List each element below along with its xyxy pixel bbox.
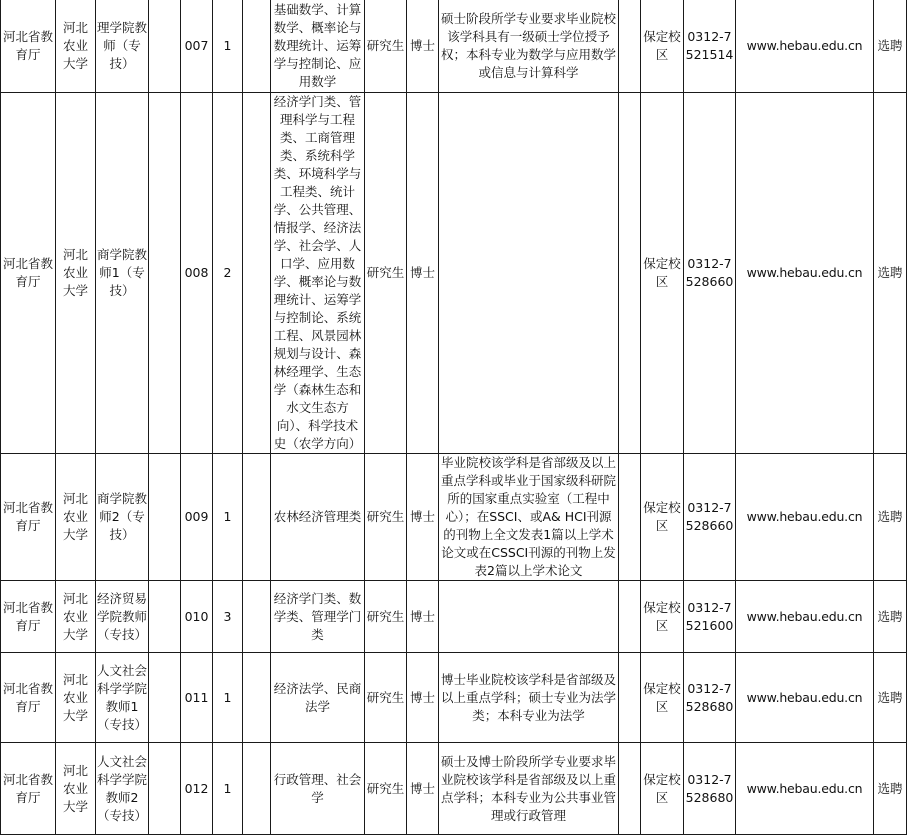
- cell-count: 3: [213, 581, 243, 653]
- cell-position: 人文社会科学学院教师1（专技）: [96, 653, 149, 743]
- cell-location: 保定校区: [641, 93, 684, 454]
- cell-unit: 河北农业大学: [56, 454, 96, 581]
- cell-major: 经济法学、民商法学: [271, 653, 365, 743]
- cell-requirements: 硕士及博士阶段所学专业要求毕业院校该学科是省部级及以上重点学科；本科专业为公共事业管理或行政管理: [439, 743, 619, 835]
- cell-phone: 0312-7528660: [684, 454, 736, 581]
- cell-count: 1: [213, 0, 243, 93]
- cell-website-link[interactable]: www.hebau.edu.cn: [736, 653, 874, 743]
- table-row: [1, 581, 907, 653]
- cell-education: 研究生: [365, 0, 407, 93]
- cell-major: 经济学门类、数学类、管理学门类: [271, 581, 365, 653]
- cell-blank: [149, 454, 181, 581]
- cell-major: 经济学门类、管理科学与工程类、工商管理类、系统科学类、环境科学与工程类、统计学、公共管理、情报学、经济法学、社会学、人口学、应用数学、概率论与数理统计、运筹学与控制论、系统工程、风景园林规划与设计、森林经理学、生态学（森林生态和水文生态方向）、科学技术史（农学方向）: [271, 93, 365, 454]
- cell-blank: [619, 454, 641, 581]
- cell-method: 选聘: [874, 454, 907, 581]
- cell-education: 研究生: [365, 743, 407, 835]
- cell-education: 研究生: [365, 454, 407, 581]
- cell-blank: [243, 653, 271, 743]
- cell-unit: 河北农业大学: [56, 93, 96, 454]
- cell-education: 研究生: [365, 581, 407, 653]
- cell-phone: 0312-7528660: [684, 93, 736, 454]
- cell-blank: [243, 454, 271, 581]
- cell-degree: 博士: [407, 653, 439, 743]
- cell-code: 009: [181, 454, 213, 581]
- cell-dept: 河北省教育厅: [1, 93, 56, 454]
- cell-blank: [243, 0, 271, 93]
- cell-website-link[interactable]: www.hebau.edu.cn: [736, 454, 874, 581]
- cell-education: 研究生: [365, 653, 407, 743]
- cell-major: 行政管理、社会学: [271, 743, 365, 835]
- cell-method: 选聘: [874, 581, 907, 653]
- cell-dept: 河北省教育厅: [1, 653, 56, 743]
- cell-code: 010: [181, 581, 213, 653]
- cell-position: 经济贸易学院教师（专技）: [96, 581, 149, 653]
- cell-position: 人文社会科学学院教师2（专技）: [96, 743, 149, 835]
- cell-requirements: 博士毕业院校该学科是省部级及以上重点学科；硕士专业为法学类；本科专业为法学: [439, 653, 619, 743]
- cell-location: 保定校区: [641, 454, 684, 581]
- cell-major: 基础数学、计算数学、概率论与数理统计、运筹学与控制论、应用数学: [271, 0, 365, 93]
- cell-code: 008: [181, 93, 213, 454]
- cell-blank: [619, 743, 641, 835]
- cell-website-link[interactable]: www.hebau.edu.cn: [736, 93, 874, 454]
- cell-education: 研究生: [365, 93, 407, 454]
- cell-blank: [149, 93, 181, 454]
- table-row: [1, 93, 907, 454]
- cell-unit: 河北农业大学: [56, 581, 96, 653]
- cell-degree: 博士: [407, 93, 439, 454]
- table-row: [1, 0, 907, 93]
- cell-blank: [243, 93, 271, 454]
- cell-blank: [149, 743, 181, 835]
- cell-requirements: [439, 581, 619, 653]
- cell-code: 011: [181, 653, 213, 743]
- table-row: [1, 653, 907, 743]
- cell-method: 选聘: [874, 743, 907, 835]
- cell-degree: 博士: [407, 743, 439, 835]
- cell-phone: 0312-7528680: [684, 653, 736, 743]
- table-row: [1, 454, 907, 581]
- cell-phone: 0312-7528680: [684, 743, 736, 835]
- cell-method: 选聘: [874, 0, 907, 93]
- cell-blank: [619, 0, 641, 93]
- cell-method: 选聘: [874, 653, 907, 743]
- cell-code: 012: [181, 743, 213, 835]
- cell-dept: 河北省教育厅: [1, 743, 56, 835]
- cell-count: 1: [213, 653, 243, 743]
- cell-requirements: 硕士阶段所学专业要求毕业院校该学科具有一级硕士学位授予权；本科专业为数学与应用数学或信息与计算科学: [439, 0, 619, 93]
- cell-unit: 河北农业大学: [56, 653, 96, 743]
- cell-requirements: [439, 93, 619, 454]
- cell-phone: 0312-7521514: [684, 0, 736, 93]
- cell-degree: 博士: [407, 0, 439, 93]
- cell-dept: 河北省教育厅: [1, 454, 56, 581]
- cell-blank: [243, 581, 271, 653]
- cell-code: 007: [181, 0, 213, 93]
- cell-blank: [619, 581, 641, 653]
- cell-position: 商学院教师2（专技）: [96, 454, 149, 581]
- cell-location: 保定校区: [641, 653, 684, 743]
- cell-blank: [149, 653, 181, 743]
- cell-count: 1: [213, 743, 243, 835]
- cell-major: 农林经济管理类: [271, 454, 365, 581]
- cell-location: 保定校区: [641, 743, 684, 835]
- cell-blank: [619, 93, 641, 454]
- cell-website-link[interactable]: www.hebau.edu.cn: [736, 743, 874, 835]
- cell-position: 商学院教师1（专技）: [96, 93, 149, 454]
- cell-blank: [619, 653, 641, 743]
- cell-position: 理学院教师（专技）: [96, 0, 149, 93]
- cell-count: 1: [213, 454, 243, 581]
- cell-phone: 0312-7521600: [684, 581, 736, 653]
- cell-unit: 河北农业大学: [56, 743, 96, 835]
- cell-degree: 博士: [407, 454, 439, 581]
- cell-location: 保定校区: [641, 581, 684, 653]
- cell-website-link[interactable]: www.hebau.edu.cn: [736, 581, 874, 653]
- cell-count: 2: [213, 93, 243, 454]
- table-row: [1, 743, 907, 835]
- cell-dept: 河北省教育厅: [1, 0, 56, 93]
- cell-blank: [149, 581, 181, 653]
- cell-blank: [149, 0, 181, 93]
- cell-blank: [243, 743, 271, 835]
- cell-dept: 河北省教育厅: [1, 581, 56, 653]
- cell-website-link[interactable]: www.hebau.edu.cn: [736, 0, 874, 93]
- cell-requirements: 毕业院校该学科是省部级及以上重点学科或毕业于国家级科研院所的国家重点实验室（工程中心）；在SSCI、或A& HCI刊源的刊物上全文发表1篇以上学术论文或在CSSCI刊源的刊物上发表2篇以上学术论文: [439, 454, 619, 581]
- cell-location: 保定校区: [641, 0, 684, 93]
- cell-unit: 河北农业大学: [56, 0, 96, 93]
- cell-method: 选聘: [874, 93, 907, 454]
- cell-degree: 博士: [407, 581, 439, 653]
